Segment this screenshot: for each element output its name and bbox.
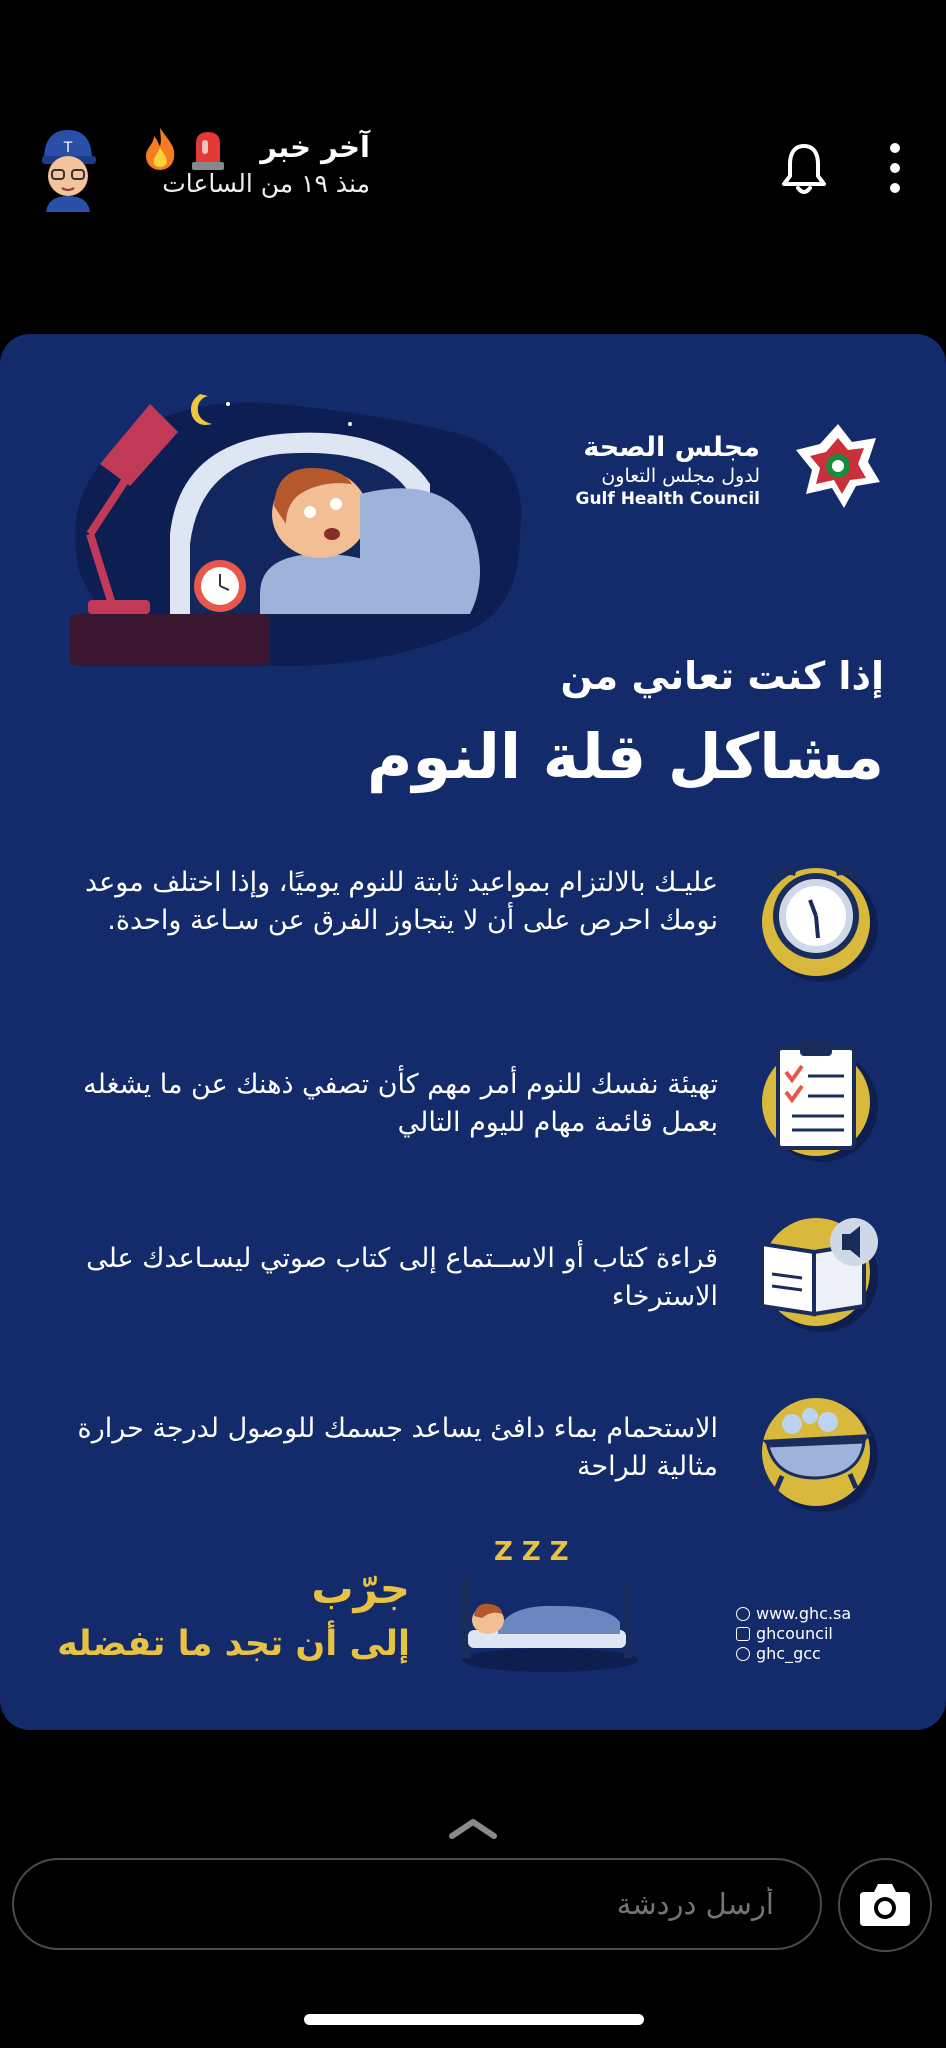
zzz-text: Z Z Z — [494, 1537, 569, 1567]
instagram-icon — [736, 1627, 750, 1641]
logo-line-arabic-sub: لدول مجلس التعاون — [601, 465, 760, 487]
website-link[interactable]: www.ghc.sa — [736, 1604, 851, 1624]
bitmoji-avatar-icon[interactable] — [36, 126, 100, 212]
headline-large: مشاكل قلة النوم — [367, 720, 884, 793]
camera-icon — [840, 1860, 930, 1950]
twitter-icon — [736, 1647, 750, 1661]
logo-line-arabic-main: مجلس الصحة — [583, 432, 760, 463]
contact-links — [736, 1604, 851, 1664]
svg-text:T: T — [63, 140, 73, 156]
twitter-link[interactable]: ghc_gcc — [736, 1644, 851, 1664]
infographic-card — [0, 334, 946, 1730]
bathtub-icon — [752, 1384, 882, 1514]
sleepless-person-illustration — [60, 374, 560, 694]
story-title[interactable]: آخر خبر — [260, 130, 370, 164]
more-options-icon[interactable] — [880, 140, 910, 196]
council-logo-text — [576, 432, 761, 509]
send-chat-input[interactable] — [12, 1858, 822, 1950]
home-indicator[interactable] — [304, 2014, 644, 2025]
logo-line-english: Gulf Health Council — [575, 489, 760, 509]
story-header — [0, 0, 946, 260]
story-timestamp: منذ ١٩ من الساعات — [162, 169, 370, 198]
try-heading: جرّب — [311, 1564, 410, 1613]
instagram-link[interactable]: ghcouncil — [736, 1624, 851, 1644]
audio-book-icon — [752, 1204, 882, 1334]
bell-icon[interactable] — [780, 140, 828, 196]
chevron-up-icon[interactable] — [448, 1816, 498, 1840]
story-title-block — [162, 128, 370, 202]
sleeping-in-bed-icon — [458, 1534, 638, 1674]
clipboard-checklist-icon — [752, 1034, 882, 1164]
alarm-clock-icon — [752, 854, 882, 984]
tip-text-1: عليـك بالالتزام بمواعيد ثابتة للنوم يوميًا، وإذا اختلف موعد نومك احرص على أن لا يتجاوز الفرق عن سـاعة واحدة. — [84, 867, 718, 936]
gulf-health-council-logo-icon — [792, 420, 884, 512]
tip-text-3: قراءة كتاب أو الاســتماع إلى كتاب صوتي ليسـاعدك على الاسترخاء — [86, 1243, 718, 1312]
tip-text-4: الاستحمام بماء دافئ يساعد جسمك للوصول لدرجة حرارة مثالية للراحة — [77, 1413, 718, 1482]
tip-text-2: تهيئة نفسك للنوم أمر مهم كأن تصفي ذهنك عن ما يشغله بعمل قائمة مهام لليوم التالي — [83, 1069, 718, 1138]
headline-small: إذا كنت تعاني من — [560, 654, 884, 698]
camera-button[interactable] — [838, 1858, 932, 1952]
globe-icon — [736, 1607, 750, 1621]
try-subheading: إلى أن تجد ما تفضله — [57, 1624, 410, 1664]
